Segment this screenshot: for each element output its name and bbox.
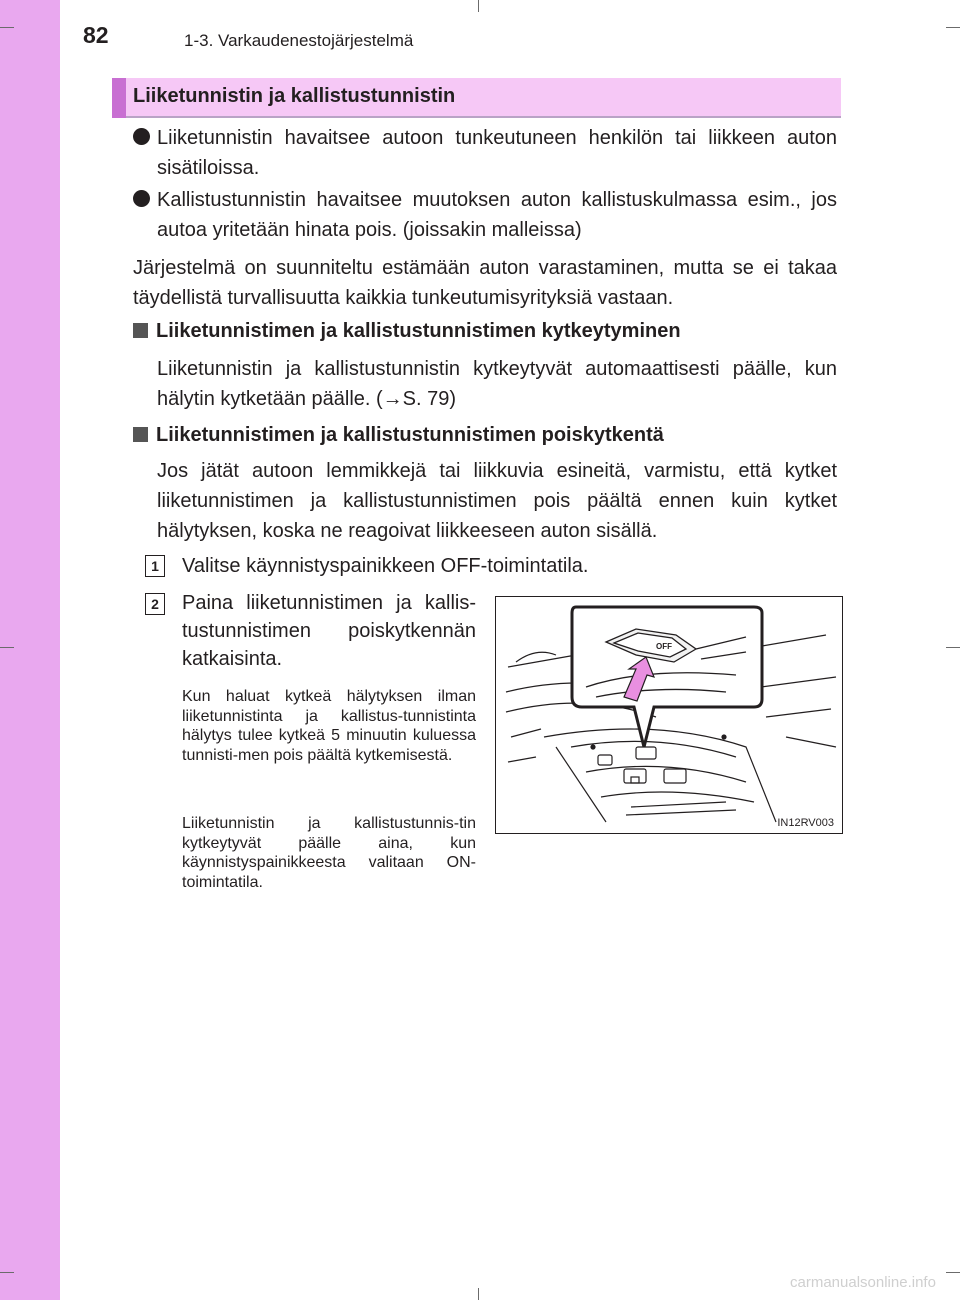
bullet-item — [133, 185, 837, 245]
deactivation-text: Jos jätät autoon lemmikkejä tai liikkuvia esineitä, varmistu, että kytket liiketunnistimen ja kallistustunnistimen pois päältä ennen kuin kytket hälytyksen, koska ne reagoivat liikkeeseen auton sisällä. — [157, 460, 837, 542]
bullet-item — [133, 123, 837, 183]
step-number: 1 — [145, 555, 165, 577]
square-bullet-icon — [133, 427, 148, 442]
crop-mark — [946, 647, 960, 648]
bullet-dot-icon — [133, 128, 150, 145]
bullet-text: Liiketunnistin havaitsee autoon tunkeutuneen henkilön tai liikkeen auton sisätiloissa. — [157, 127, 837, 179]
subheading-text: Liiketunnistimen ja kallistustunnistimen poiskytkentä — [156, 424, 664, 446]
page-side-band — [0, 0, 60, 1300]
step-number: 2 — [145, 593, 165, 615]
page-number: 82 — [83, 22, 109, 48]
crop-mark — [478, 0, 479, 12]
switch-off-label: OFF — [656, 642, 672, 651]
crop-mark — [0, 27, 14, 28]
square-bullet-icon — [133, 323, 148, 338]
watermark: carmanualsonline.info — [790, 1274, 936, 1291]
activation-text: Liiketunnistin ja kallistustunnistin kytkeytyvät automaattisesti päälle, kun hälytin kytketään päälle. (→S. 79) — [157, 358, 837, 410]
subheading-activation — [133, 320, 681, 343]
overhead-console-illustration — [496, 597, 842, 833]
subheading-deactivation — [133, 424, 664, 447]
subheading-text: Liiketunnistimen ja kallistustunnistimen kytkeytyminen — [156, 320, 681, 342]
section-title: Liiketunnistin ja kallistustunnistin — [133, 85, 456, 107]
bullet-dot-icon — [133, 190, 150, 207]
section-accent — [112, 78, 126, 118]
overhead-console-figure — [495, 596, 843, 834]
note-paragraph: Kun haluat kytkeä hälytyksen ilman liiketunnistinta ja kallistus-tunnistinta hälytys tulee kytkeä 5 minuutin kuluessa tunnisti-men pois päältä kytkemisestä. — [182, 688, 476, 764]
figure-code: IN12RV003 — [777, 817, 834, 829]
intro-paragraph: Järjestelmä on suunniteltu estämään auton varastaminen, mutta se ei takaa täydellistä turvallisuutta kaikkia tunkeutumisyrityksiä vastaan. — [133, 257, 837, 309]
running-header: 1-3. Varkaudenestojärjestelmä — [184, 31, 414, 50]
bullet-text: Kallistustunnistin havaitsee muutoksen auton kallistuskulmassa esim., jos autoa yritetään hinata pois. (joissakin malleissa) — [157, 189, 837, 241]
step-text: Valitse käynnistyspainikkeen OFF-toimintatila. — [182, 555, 589, 577]
crop-mark — [0, 647, 14, 648]
note-paragraph: Liiketunnistin ja kallistustunnis-tin kytkeytyvät päälle aina, kun käynnistyspainikkeesta valitaan ON-toimintatila. — [182, 815, 476, 891]
crop-mark — [946, 27, 960, 28]
step-text: Paina liiketunnistimen ja kallis-tustunnistimen poiskytkennän katkaisinta. — [182, 592, 476, 670]
crop-mark — [946, 1272, 960, 1273]
section-heading-bar — [112, 78, 841, 118]
crop-mark — [478, 1288, 479, 1300]
crop-mark — [0, 1272, 14, 1273]
